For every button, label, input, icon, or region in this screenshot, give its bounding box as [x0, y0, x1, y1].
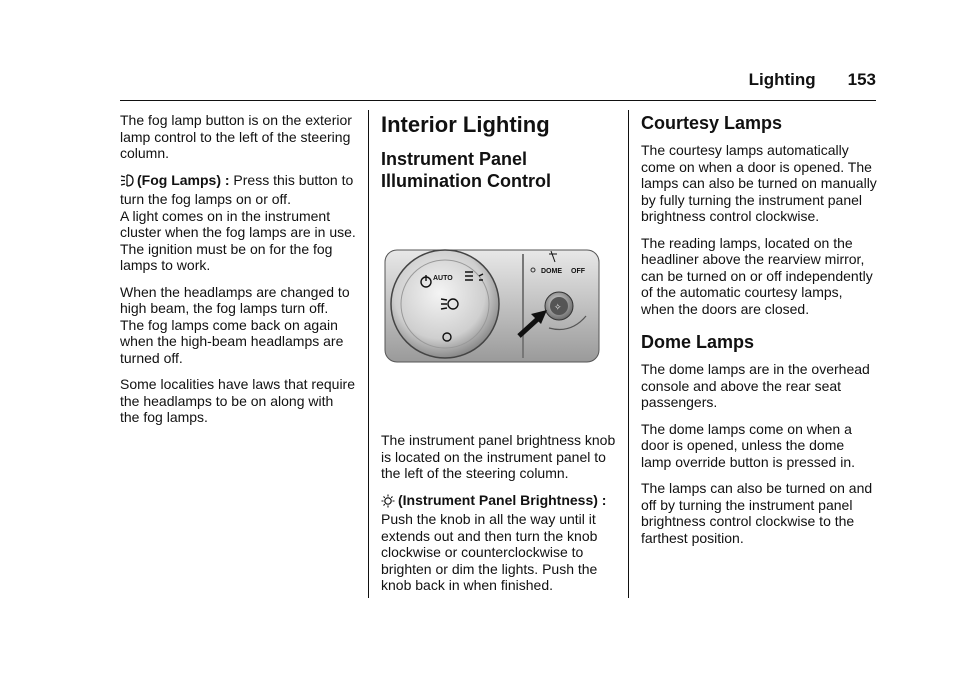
term-description: Press this button to turn the fog lamps on or off. [120, 171, 354, 207]
instrument-panel-brightness-icon [381, 493, 395, 512]
term-label: (Instrument Panel Brightness) : [398, 491, 607, 508]
column-middle [381, 112, 617, 594]
auto-label: AUTO [433, 275, 453, 282]
page-header [120, 70, 876, 101]
paragraph: A light comes on in the instrument cluster when the fog lamps are in use. The ignition must be on for the fog lamps to work. [120, 207, 356, 273]
paragraph: The dome lamps are in the overhead console and above the rear seat passengers. [641, 361, 870, 410]
fog-lamp-icon [120, 173, 134, 192]
ipb-entry [381, 492, 617, 594]
paragraph: When the headlamps are changed to high beam, the fog lamps turn off. The fog lamps come back on again when the high-beam headlamps are turned off. [120, 283, 350, 366]
section-title: Lighting [748, 70, 816, 89]
paragraph: The instrument panel brightness knob is located on the instrument panel to the left of the steering column. [381, 432, 616, 481]
page-number: 153 [847, 70, 876, 89]
subsection-heading: Instrument Panel Illumination Control [381, 149, 551, 191]
term-description: Push the knob in all the way until it extends out and then turn the knob clockwise or counterclockwise to brighten or dim the lights. Push the knob back in when finished. [381, 511, 598, 593]
paragraph: The lamps can also be turned on and off by turning the instrument panel brightness control clockwise to the farthest position. [641, 480, 873, 546]
paragraph: The courtesy lamps automatically come on when a door is opened. The lamps can also be turned on manually by fully turning the instrument panel brightness control clockwise. [641, 142, 877, 224]
column-right [641, 112, 877, 556]
column-divider [628, 110, 629, 598]
column-divider [368, 110, 369, 598]
paragraph: Some localities have laws that require the headlamps to be on along with the fog lamps. [120, 376, 356, 425]
column-left [120, 112, 356, 436]
subsection-heading: Dome Lamps [641, 332, 755, 352]
fog-lamps-entry [120, 172, 356, 208]
section-heading: Interior Lighting [381, 112, 550, 137]
off-label: OFF [571, 268, 585, 275]
lighting-control-figure [381, 242, 617, 392]
svg-text:✧: ✧ [554, 302, 562, 312]
dome-label: DOME [541, 268, 562, 275]
term-label: (Fog Lamps) : [137, 171, 230, 188]
paragraph: The fog lamp button is on the exterior lamp control to the left of the steering column. [120, 112, 352, 161]
paragraph: The dome lamps come on when a door is opened, unless the dome lamp override button is pressed in. [641, 420, 855, 470]
subsection-heading: Courtesy Lamps [641, 113, 783, 133]
paragraph: The reading lamps, located on the headliner above the rearview mirror, can be turned on or off independently of the automatic courtesy lamps, when the doors are closed. [641, 234, 873, 317]
